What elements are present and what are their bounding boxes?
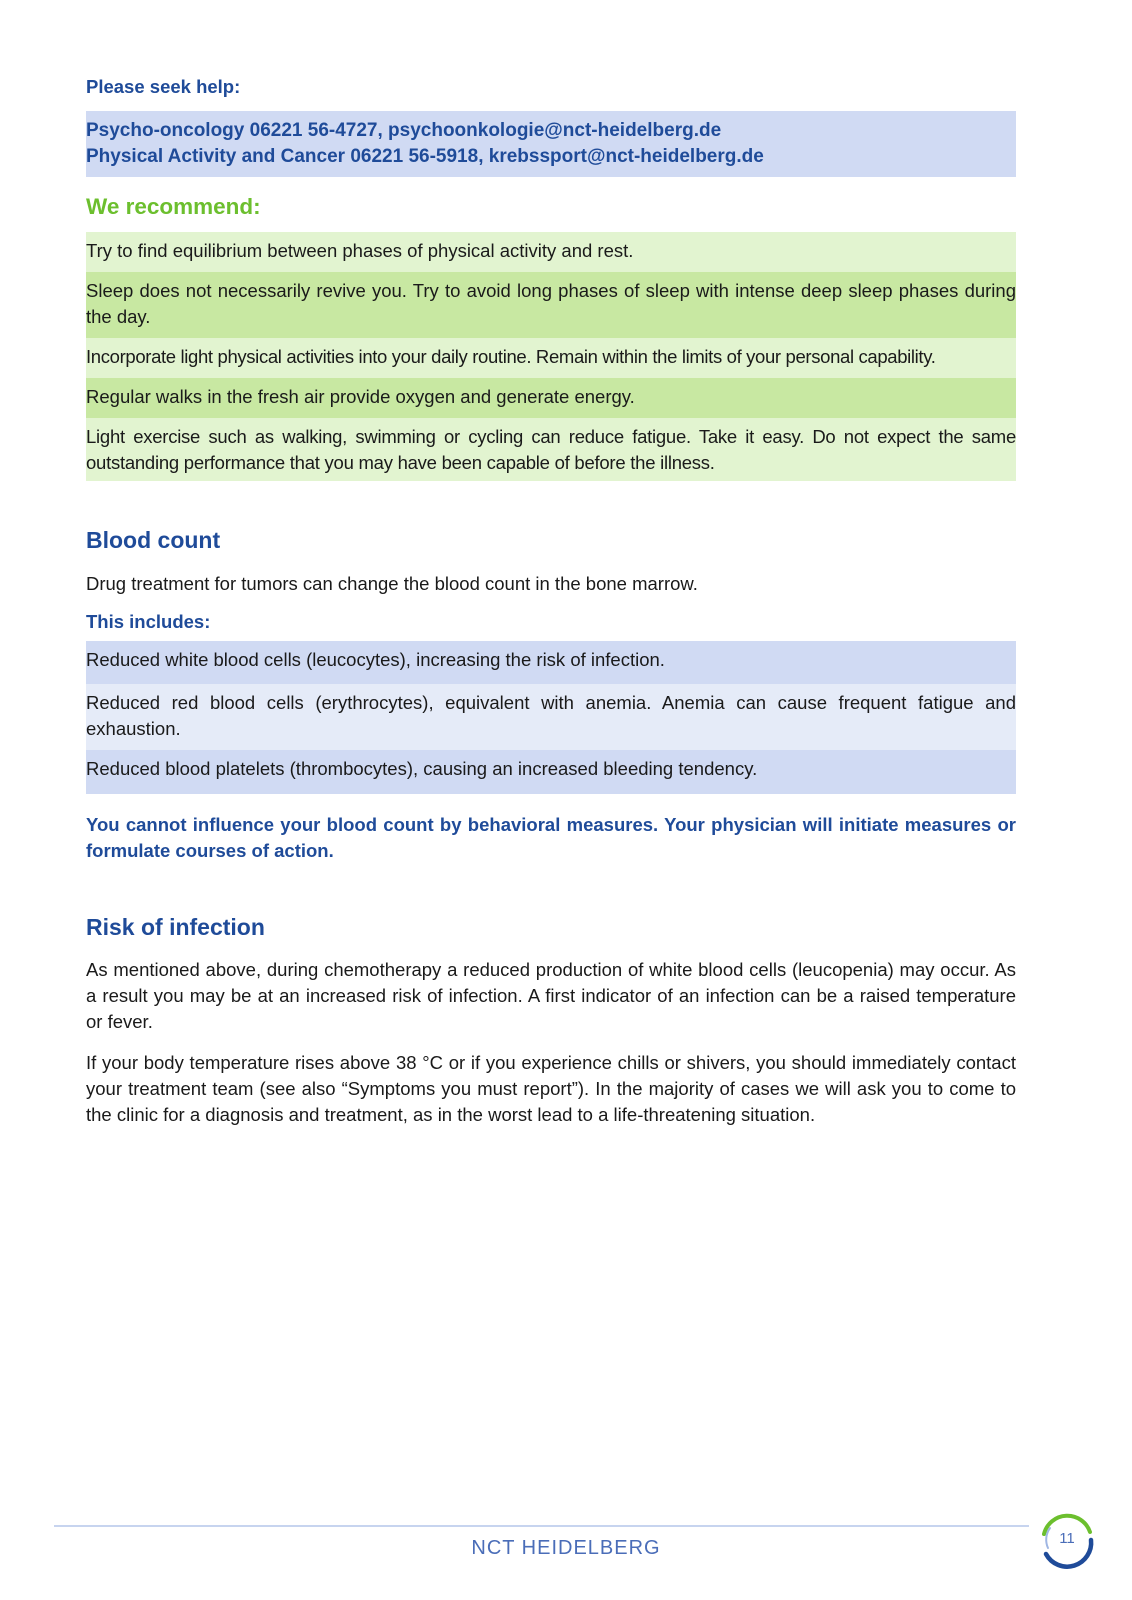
blood-count-item: Reduced red blood cells (erythrocytes), equivalent with anemia. Anemia can cause frequent fatigue and exhaustion. [86,684,1016,750]
blood-count-intro: Drug treatment for tumors can change the blood count in the bone marrow. [86,573,698,594]
recommend-item: Light exercise such as walking, swimming or cycling can reduce fatigue. Take it easy. Do not expect the same outstanding performance that you may have been capable of before the illness. [86,418,1016,481]
recommend-item: Regular walks in the fresh air provide oxygen and generate energy. [86,378,1016,418]
recommend-item: Try to find equilibrium between phases of physical activity and rest. [86,232,1016,272]
blood-count-note: You cannot influence your blood count by behavioral measures. Your physician will initiate measures or formulate courses of action. [86,814,1016,861]
footer-org: NCT HEIDELBERG [471,1537,661,1559]
infection-paragraph: As mentioned above, during chemotherapy a reduced production of white blood cells (leucopenia) may occur. As a result you may be at an increased risk of infection. A first indicator of an infection can be a raised temperature or fever. [86,959,1016,1032]
infection-heading: Risk of infection [86,914,265,940]
contact-box [86,111,1016,177]
includes-label: This includes: [86,611,211,632]
blood-count-item: Reduced white blood cells (leucocytes), increasing the risk of infection. [86,641,1016,684]
contact-psycho-oncology: Psycho-oncology 06221 56-4727, psychoonkologie@nct-heidelberg.de [86,120,722,141]
recommend-heading: We recommend: [86,194,261,219]
blood-count-heading: Blood count [86,527,221,553]
page-number: 11 [1059,1530,1075,1547]
recommend-item: Sleep does not necessarily revive you. Try to avoid long phases of sleep with intense deep sleep phases during the day. [86,272,1016,338]
contact-physical-activity: Physical Activity and Cancer 06221 56-5918, krebssport@nct-heidelberg.de [86,146,764,167]
blood-count-item: Reduced blood platelets (thrombocytes), causing an increased bleeding tendency. [86,750,1016,794]
infection-paragraph: If your body temperature rises above 38 °C or if you experience chills or shivers, you should immediately contact your treatment team (see also “Symptoms you must report”). In the majority of cases we will ask you to come to the clinic for a diagnosis and treatment, as in the worst lead to a life-threatening situation. [86,1052,1016,1125]
footer-divider [54,1525,1029,1527]
seek-help-label: Please seek help: [86,76,241,97]
recommend-item: Incorporate light physical activities into your daily routine. Remain within the limits of your personal capability. [86,338,1016,378]
